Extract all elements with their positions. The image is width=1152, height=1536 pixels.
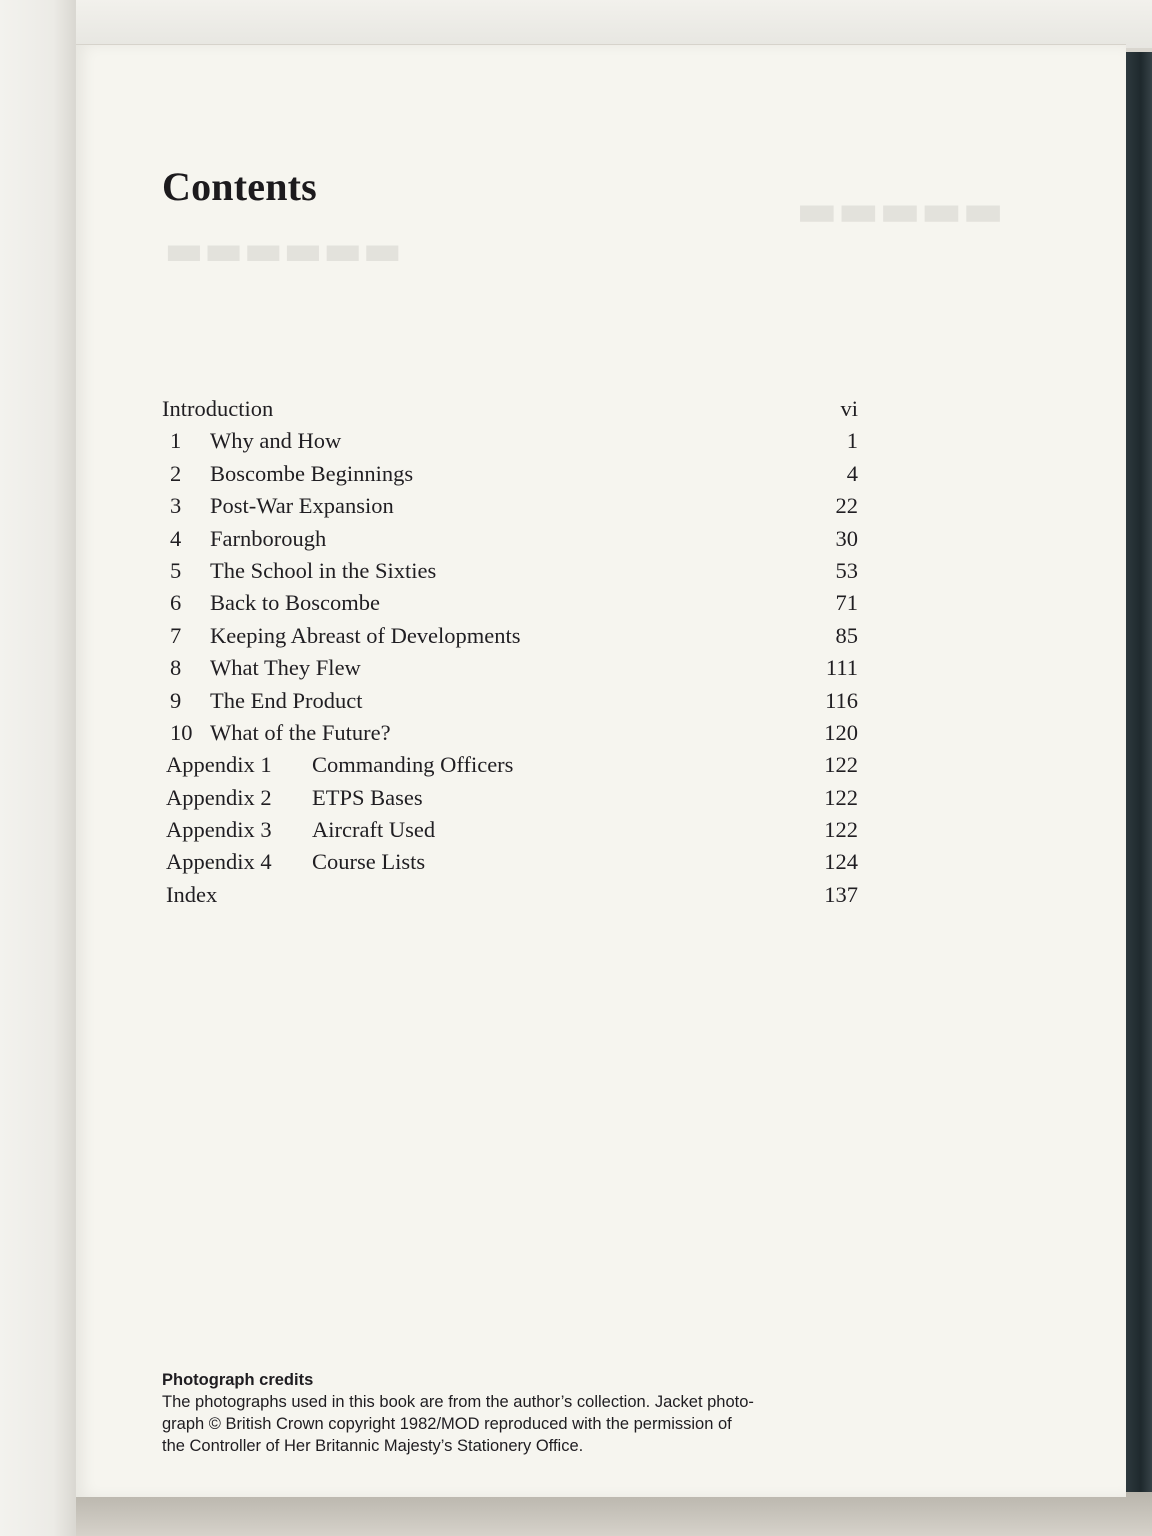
background-bottom bbox=[76, 1492, 1152, 1536]
chapter-title: Why and How bbox=[210, 428, 342, 454]
toc-entry-page: 53 bbox=[835, 557, 858, 583]
page-title: Contents bbox=[162, 164, 317, 209]
credits-line: graph © British Crown copyright 1982/MOD reproduced with the permission of bbox=[162, 1415, 732, 1433]
chapter-number: 2 bbox=[170, 460, 182, 486]
toc-entry-page: 111 bbox=[825, 655, 858, 681]
toc-entry-page: 71 bbox=[835, 590, 858, 616]
toc-entry-chapter[interactable] bbox=[162, 425, 858, 457]
chapter-title: Farnborough bbox=[210, 525, 327, 551]
chapter-title: Back to Boscombe bbox=[210, 590, 380, 616]
chapter-title: Keeping Abreast of Developments bbox=[210, 622, 521, 648]
toc-entry-page: 120 bbox=[824, 719, 858, 745]
credits-heading: Photograph credits bbox=[162, 1371, 314, 1389]
toc-entry-index[interactable] bbox=[162, 879, 858, 911]
photograph-credits bbox=[162, 1369, 882, 1457]
chapter-title: Post-War Expansion bbox=[210, 493, 394, 519]
appendix-title: ETPS Bases bbox=[312, 784, 423, 810]
table-of-contents bbox=[162, 393, 858, 911]
toc-entry-chapter[interactable] bbox=[162, 555, 858, 587]
chapter-number: 10 bbox=[170, 719, 193, 745]
toc-entry-page: 122 bbox=[824, 817, 858, 843]
toc-entry-introduction[interactable] bbox=[162, 393, 858, 425]
toc-entry-page: 1 bbox=[846, 428, 858, 454]
book-page bbox=[76, 44, 1126, 1497]
appendix-label: Appendix 1 bbox=[166, 752, 272, 778]
toc-entry-chapter[interactable] bbox=[162, 652, 858, 684]
toc-entry-label: Index bbox=[166, 881, 218, 907]
toc-entry-page: 122 bbox=[824, 784, 858, 810]
appendix-title: Aircraft Used bbox=[312, 817, 436, 843]
background-top bbox=[76, 0, 1152, 48]
toc-entry-page: 124 bbox=[824, 849, 858, 875]
chapter-number: 6 bbox=[170, 590, 182, 616]
show-through-text: ▬▬▬▬▬ bbox=[796, 185, 1004, 236]
toc-entry-chapter[interactable] bbox=[162, 490, 858, 522]
toc-entry-page: 85 bbox=[835, 622, 858, 648]
chapter-number: 4 bbox=[170, 525, 182, 551]
book-cover-edge bbox=[1124, 52, 1152, 1492]
appendix-label: Appendix 3 bbox=[166, 817, 272, 843]
chapter-number: 1 bbox=[170, 428, 182, 454]
chapter-number: 9 bbox=[170, 687, 182, 713]
appendix-label: Appendix 4 bbox=[166, 849, 272, 875]
toc-entry-page: 22 bbox=[835, 493, 858, 519]
toc-entry-page: 4 bbox=[846, 460, 858, 486]
chapter-number: 5 bbox=[170, 557, 182, 583]
chapter-title: The School in the Sixties bbox=[210, 557, 437, 583]
chapter-number: 3 bbox=[170, 493, 182, 519]
toc-entry-page: 30 bbox=[835, 525, 858, 551]
toc-entry-appendix[interactable] bbox=[162, 749, 858, 781]
left-page-edge bbox=[0, 0, 76, 1536]
toc-entry-chapter[interactable] bbox=[162, 458, 858, 490]
show-through-text: ▬▬▬▬▬▬ bbox=[164, 225, 403, 274]
toc-entry-page: 137 bbox=[824, 881, 858, 907]
appendix-title: Course Lists bbox=[312, 849, 426, 875]
appendix-title: Commanding Officers bbox=[312, 752, 514, 778]
credits-line: The photographs used in this book are from the author’s collection. Jacket photo- bbox=[162, 1393, 754, 1411]
toc-entry-page: 116 bbox=[825, 687, 858, 713]
chapter-title: What They Flew bbox=[210, 655, 361, 681]
credits-line: the Controller of Her Britannic Majesty’s Stationery Office. bbox=[162, 1437, 584, 1455]
chapter-title: Boscombe Beginnings bbox=[210, 460, 414, 486]
toc-entry-chapter[interactable] bbox=[162, 523, 858, 555]
toc-entry-appendix[interactable] bbox=[162, 782, 858, 814]
toc-entry-appendix[interactable] bbox=[162, 814, 858, 846]
chapter-title: What of the Future? bbox=[210, 719, 391, 745]
chapter-title: The End Product bbox=[210, 687, 363, 713]
toc-entry-chapter[interactable] bbox=[162, 717, 858, 749]
appendix-label: Appendix 2 bbox=[166, 784, 272, 810]
toc-entry-chapter[interactable] bbox=[162, 587, 858, 619]
chapter-number: 8 bbox=[170, 655, 182, 681]
chapter-number: 7 bbox=[170, 622, 182, 648]
toc-entry-page: vi bbox=[840, 396, 858, 421]
toc-entry-label: Introduction bbox=[162, 396, 274, 421]
toc-entry-chapter[interactable] bbox=[162, 685, 858, 717]
toc-entry-chapter[interactable] bbox=[162, 620, 858, 652]
toc-entry-appendix[interactable] bbox=[162, 846, 858, 878]
toc-entry-page: 122 bbox=[824, 752, 858, 778]
